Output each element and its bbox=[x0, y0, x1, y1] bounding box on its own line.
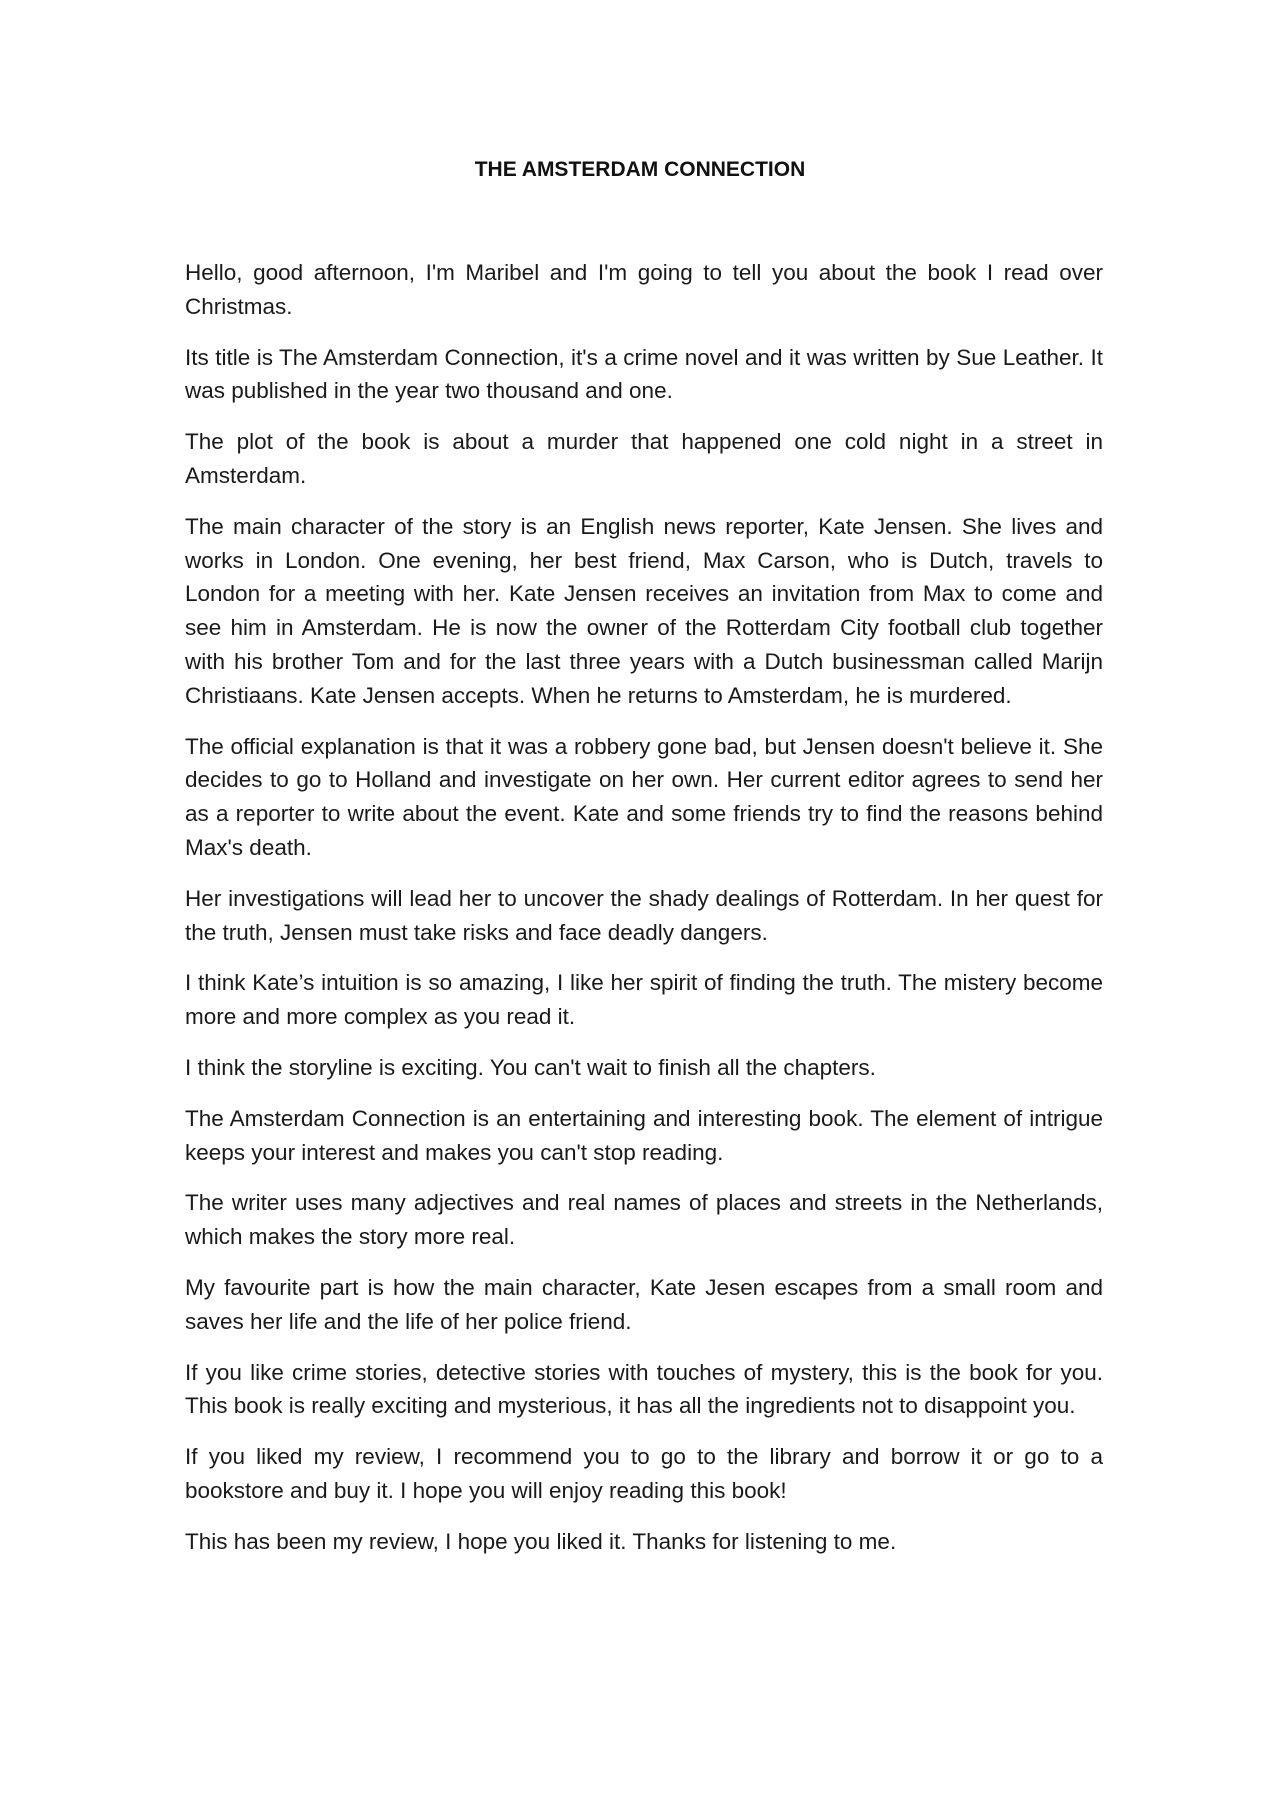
paragraph: If you like crime stories, detective stories with touches of mystery, this is the book for you. This book is really exciting and mysterious, it has all the ingredients not to disappoint you. bbox=[185, 1359, 1103, 1419]
paragraph: The Amsterdam Connection is an entertaining and interesting book. The element of intrigue keeps your interest and makes you can't stop reading. bbox=[185, 1105, 1103, 1165]
paragraph: Its title is The Amsterdam Connection, it's a crime novel and it was written by Sue Leather. It was published in the year two thousand and one. bbox=[185, 344, 1103, 404]
paragraph: This has been my review, I hope you liked it. Thanks for listening to me. bbox=[185, 1528, 897, 1554]
paragraph: The official explanation is that it was a robbery gone bad, but Jensen doesn't believe it. She decides to go to Holland and investigate on her own. Her current editor agrees to send her as a reporter to write about the event. Kate and some friends try to find the reasons behind Max's death. bbox=[185, 733, 1103, 860]
paragraph: Her investigations will lead her to uncover the shady dealings of Rotterdam. In her quest for the truth, Jensen must take risks and face deadly dangers. bbox=[185, 885, 1103, 945]
paragraph: I think the storyline is exciting. You can't wait to finish all the chapters. bbox=[185, 1054, 876, 1080]
paragraph: The plot of the book is about a murder that happened one cold night in a street in Amsterdam. bbox=[185, 429, 1103, 488]
paragraph: The main character of the story is an English news reporter, Kate Jensen. She lives and works in London. One evening, her best friend, Max Carson, who is Dutch, travels to London for a meeting with her. Kate Jensen receives an invitation from Max to come and see him in Amsterdam. He is now the owner of the Rotterdam City football club together with his brother Tom and for the last three years with a Dutch businessman called Marijn Christiaans. Kate Jensen accepts. When he returns to Amsterdam, he is murdered. bbox=[185, 513, 1103, 708]
paragraph: If you liked my review, I recommend you to go to the library and borrow it or go to a bookstore and buy it. I hope you will enjoy reading this book! bbox=[185, 1444, 1103, 1503]
paragraph: My favourite part is how the main character, Kate Jesen escapes from a small room and saves her life and the life of her police friend. bbox=[185, 1274, 1103, 1334]
document-title: THE AMSTERDAM CONNECTION bbox=[474, 158, 806, 181]
paragraph: Hello, good afternoon, I'm Maribel and I'm going to tell you about the book I read over Christmas. bbox=[185, 260, 1103, 319]
paragraph: The writer uses many adjectives and real names of places and streets in the Netherlands, which makes the story more real. bbox=[185, 1190, 1103, 1250]
document-body bbox=[185, 256, 1103, 1576]
paragraph: I think Kate’s intuition is so amazing, I like her spirit of finding the truth. The mistery become more and more complex as you read it. bbox=[185, 970, 1103, 1030]
